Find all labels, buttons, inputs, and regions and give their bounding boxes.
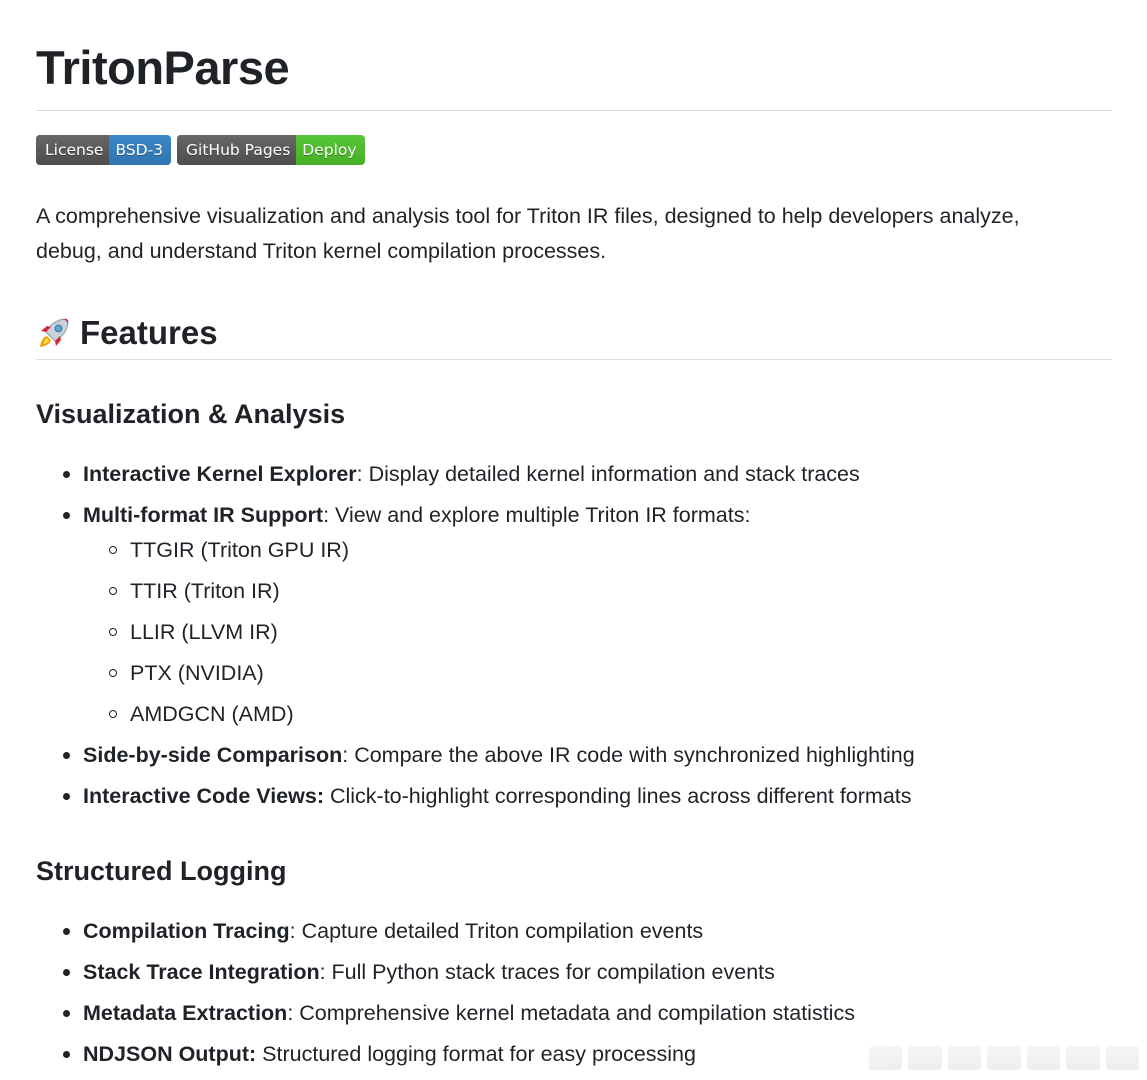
badge-value: Deploy xyxy=(296,135,364,165)
watermark-block xyxy=(869,1046,902,1070)
item-label: Metadata Extraction xyxy=(83,1001,288,1025)
badge-label: License xyxy=(36,135,109,165)
watermark-block xyxy=(908,1046,941,1070)
list-item xyxy=(36,952,1112,993)
watermark-block xyxy=(1106,1046,1139,1070)
watermark-block xyxy=(948,1046,981,1070)
list-item xyxy=(36,776,1112,817)
item-text: : View and explore multiple Triton IR formats: xyxy=(323,503,751,527)
logging-heading: Structured Logging xyxy=(36,856,287,886)
item-label: Interactive Kernel Explorer xyxy=(83,462,357,486)
item-label: Compilation Tracing xyxy=(83,919,290,943)
github-pages-badge[interactable] xyxy=(177,135,365,165)
list-item xyxy=(36,911,1112,952)
badge-value: BSD-3 xyxy=(109,135,171,165)
badge-row xyxy=(36,135,1112,165)
list-item xyxy=(36,993,1112,1034)
watermark-block xyxy=(987,1046,1020,1070)
rocket-icon xyxy=(36,315,72,351)
features-heading xyxy=(36,313,1112,360)
item-text: Click-to-highlight corresponding lines across different formats xyxy=(323,784,912,808)
features-heading-text: Features xyxy=(80,314,218,351)
badge-label: GitHub Pages xyxy=(177,135,296,165)
watermark xyxy=(869,1046,1139,1070)
sub-list-item: LLIR (LLVM IR) xyxy=(83,612,1112,653)
item-label: Interactive Code Views: xyxy=(83,784,324,808)
watermark-block xyxy=(1027,1046,1060,1070)
item-text: : Capture detailed Triton compilation events xyxy=(289,919,704,943)
item-label: Side-by-side Comparison xyxy=(83,743,343,767)
list-item xyxy=(36,735,1112,776)
item-text: : Comprehensive kernel metadata and compilation statistics xyxy=(287,1001,855,1025)
watermark-block xyxy=(1066,1046,1099,1070)
sub-list-item: PTX (NVIDIA) xyxy=(83,653,1112,694)
item-label: Multi-format IR Support xyxy=(83,503,324,527)
description: A comprehensive visualization and analysis tool for Triton IR files, designed to help developers analyze, debug, and understand Triton kernel compilation processes. xyxy=(36,204,1020,263)
readme-content xyxy=(36,0,1112,1075)
license-badge[interactable] xyxy=(36,135,171,165)
visualization-list xyxy=(36,454,1112,817)
ir-format-list xyxy=(83,530,1112,735)
visualization-heading: Visualization & Analysis xyxy=(36,399,346,429)
list-item xyxy=(36,454,1112,495)
item-text: : Display detailed kernel information and stack traces xyxy=(356,462,860,486)
sub-list-item: TTIR (Triton IR) xyxy=(83,571,1112,612)
item-text: : Compare the above IR code with synchronized highlighting xyxy=(342,743,915,767)
sub-list-item: TTGIR (Triton GPU IR) xyxy=(83,530,1112,571)
item-text: Structured logging format for easy processing xyxy=(256,1042,696,1066)
page-title: TritonParse xyxy=(36,0,1112,111)
sub-list-item: AMDGCN (AMD) xyxy=(83,694,1112,735)
item-text: : Full Python stack traces for compilation events xyxy=(319,960,775,984)
item-label: NDJSON Output: xyxy=(83,1042,257,1066)
item-label: Stack Trace Integration xyxy=(83,960,320,984)
list-item xyxy=(36,495,1112,735)
